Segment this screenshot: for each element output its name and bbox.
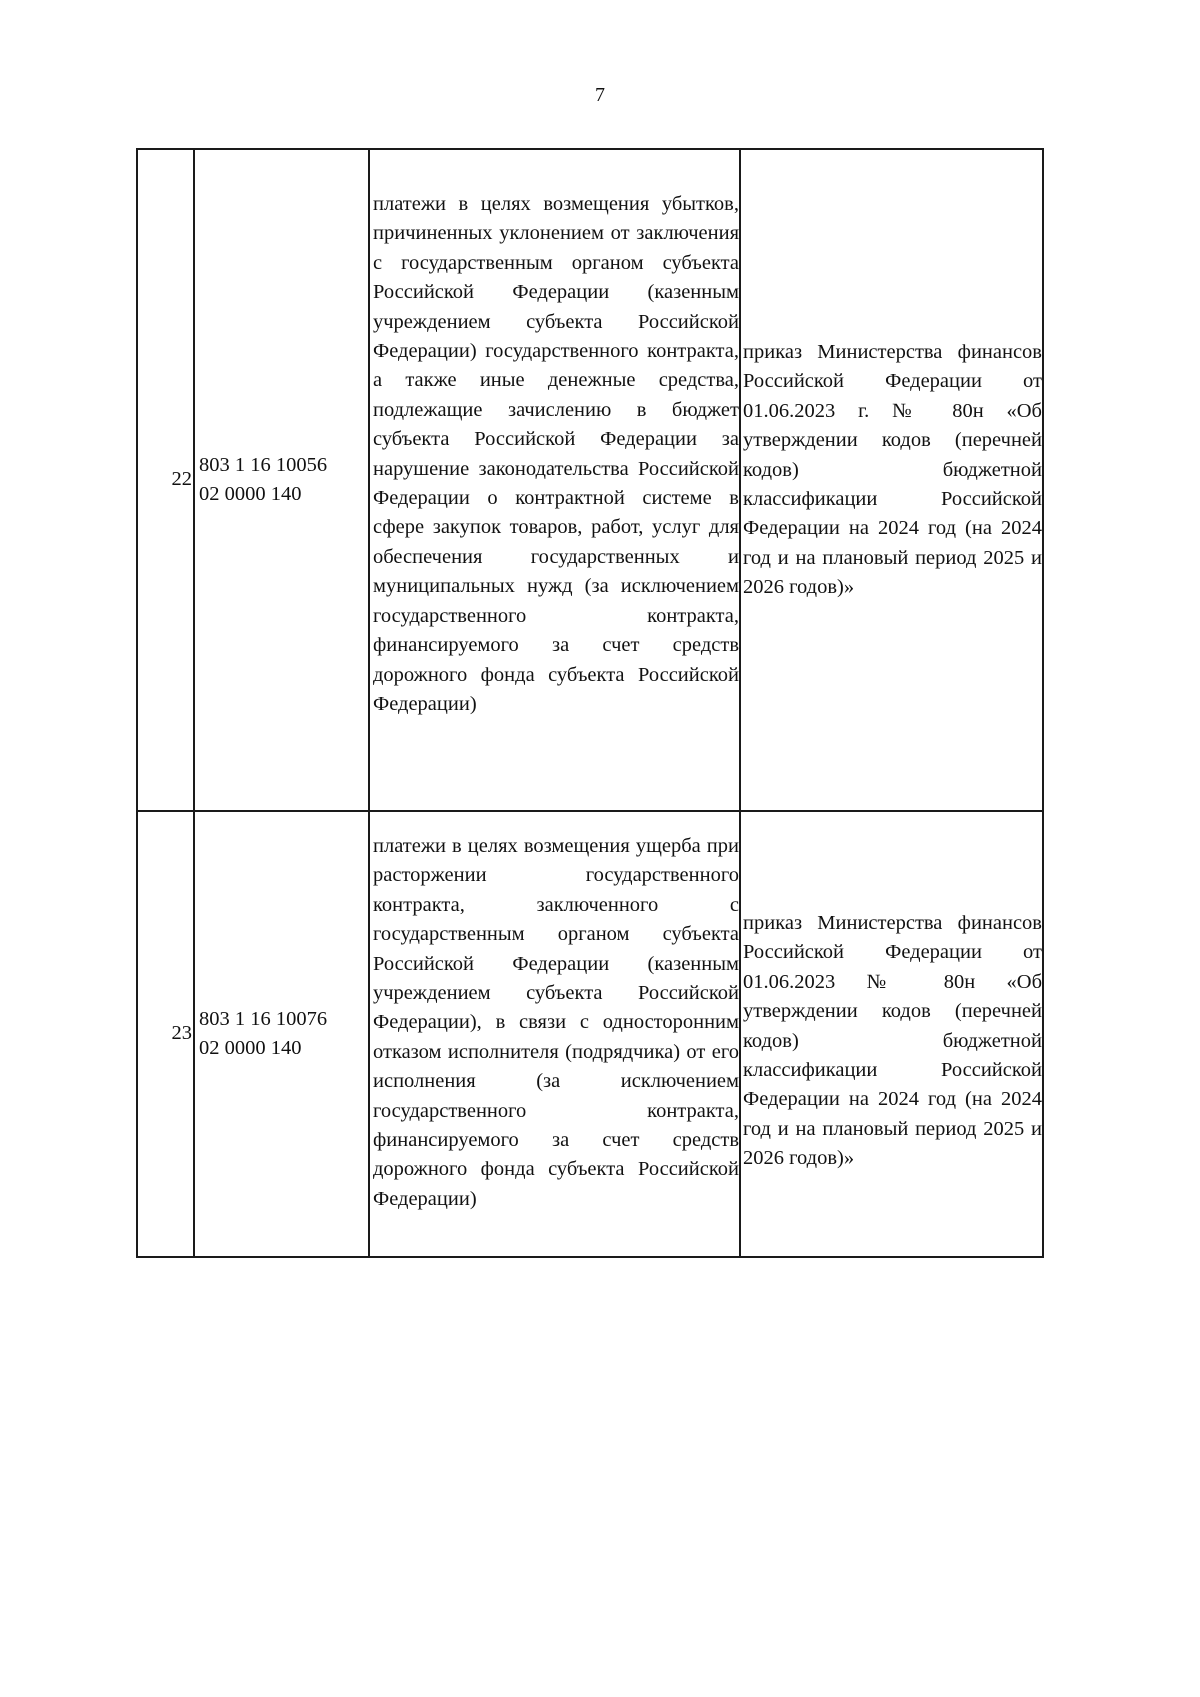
budget-code-cell	[194, 149, 369, 811]
budget-code-line: 02 0000 140	[199, 483, 302, 505]
budget-code-line: 803 1 16 10056	[199, 453, 328, 476]
legal-basis-cell	[740, 811, 1043, 1257]
income-name-cell	[369, 811, 740, 1257]
budget-codes-table	[136, 148, 1044, 1258]
table-row	[137, 811, 1043, 1257]
row-number: 22	[137, 149, 194, 811]
budget-code-line: 803 1 16 10076	[199, 1007, 328, 1030]
budget-code-cell	[194, 811, 369, 1257]
page-number: 7	[595, 84, 605, 106]
legal-basis-cell	[740, 149, 1043, 811]
budget-code-line: 02 0000 140	[199, 1037, 302, 1059]
income-name-cell	[369, 149, 740, 811]
legal-basis-text: приказ Министерства финансов Российской Федерации от 01.06.2023 № 80н «Об утверждении кодов (перечней кодов) бюджетной классификации Российской Федерации на 2024 год (на 2024 год и на плановый период 2025 и 2026 годов)»	[743, 912, 1042, 1170]
income-name-text: платежи в целях возмещения убытков, причиненных уклонением от заключения с государственным органом субъекта Российской Федерации (казенным учреждением субъекта Российской Федерации) государственного контракта, а также иные денежные средства, подлежащие зачислению в бюджет субъекта Российской Федерации за нарушение законодательства Российской Федерации о контрактной системе в сфере закупок товаров, работ, услуг для обеспечения государственных и муниципальных нужд (за исключением государственного контракта, финансируемого за счет средств дорожного фонда субъекта Российской Федерации)	[373, 193, 739, 715]
row-number: 23	[137, 811, 194, 1257]
legal-basis-text: приказ Министерства финансов Российской Федерации от 01.06.2023 г. № 80н «Об утверждении кодов (перечней кодов) бюджетной классификации Российской Федерации на 2024 год (на 2024 год и на плановый период 2025 и 2026 годов)»	[743, 341, 1042, 599]
table-row	[137, 149, 1043, 811]
income-name-text: платежи в целях возмещения ущерба при расторжении государственного контракта, заключенного с государственным органом субъекта Российской Федерации (казенным учреждением субъекта Российской Федерации), в связи с односторонним отказом исполнителя (подрядчика) от его исполнения (за исключением государственного контракта, финансируемого за счет средств дорожного фонда субъекта Российской Федерации)	[373, 835, 739, 1210]
